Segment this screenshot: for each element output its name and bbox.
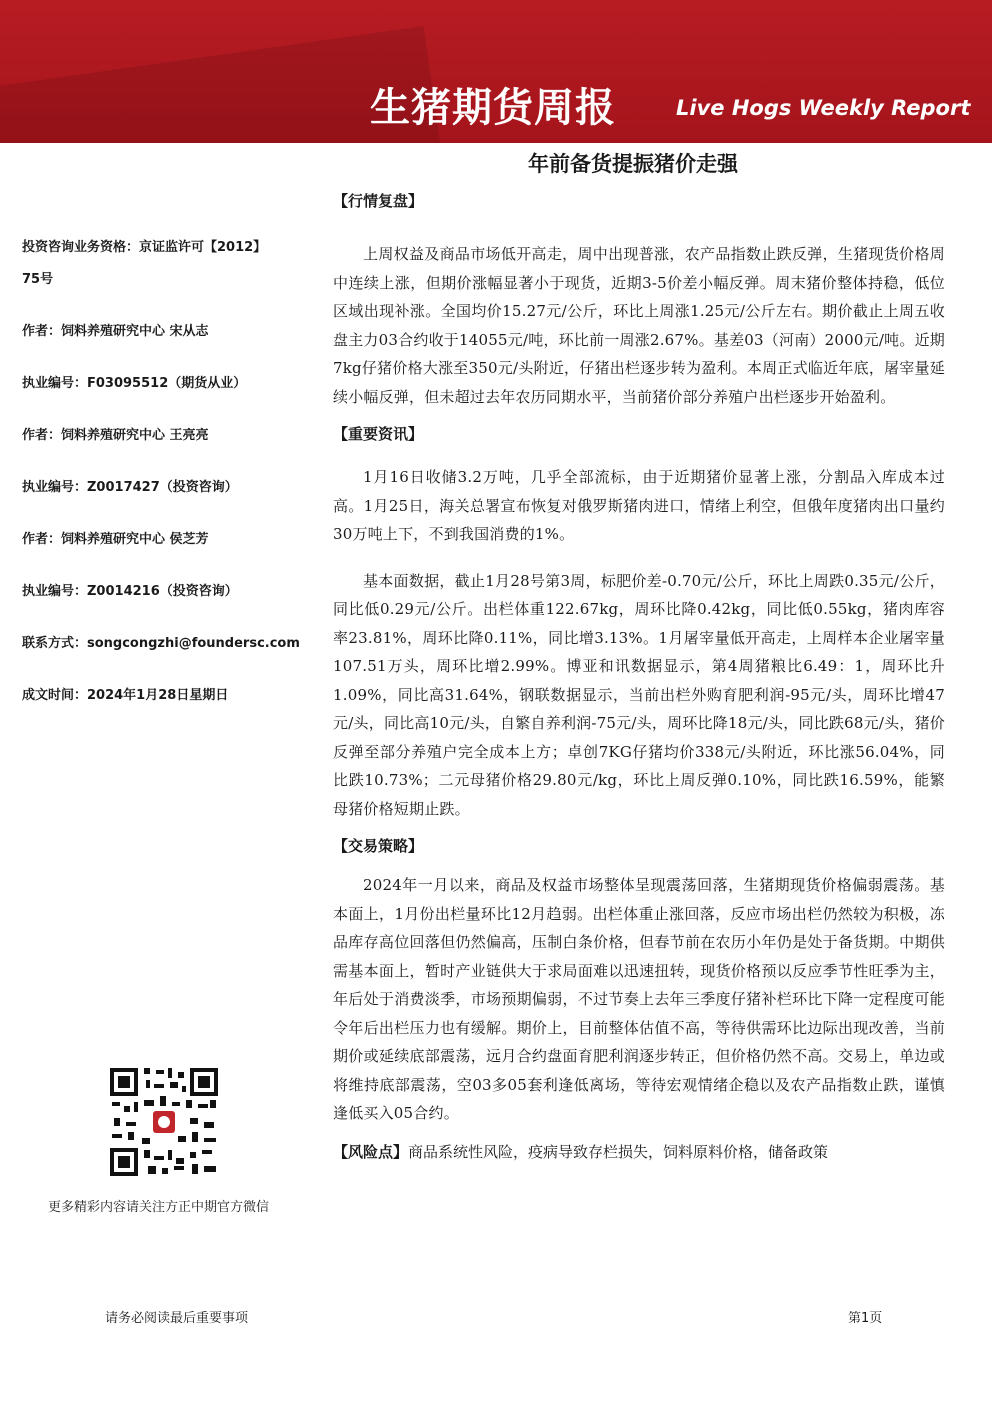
author-sidebar — [22, 238, 312, 738]
author-line: 作者：饲料养殖研究中心 王亮亮 — [22, 428, 209, 443]
license-line: 执业编号：Z0014216（投资咨询） — [22, 584, 238, 599]
strategy-paragraph: 2024年一月以来，商品及权益市场整体呈现震荡回落，生猪期现货价格偏弱震荡。基本面上，1月份出栏量环比12月趋弱。出栏体重止涨回落，反应市场出栏仍然较为积极，冻品库存高位回落但仍然偏高，压制白条价格，但春节前在农历小年仍是处于备货期。中期供需基本面上，暂时产业链供大于求局面难以迅速扭转，现货价格预以反应季节性旺季为主，年后处于消费淡季，市场预期偏弱，不过节奏上去年三季度仔猪补栏环比下降一定程度可能令年后出栏压力也有缓解。期价上，目前整体估值不高，等待供需环比边际出现改善，当前期价或延续底部震荡，远月合约盘面育肥利润逐步转正，但价格仍然不高。交易上，单边或将维持底部震荡，空03多05套利逢低离场，等待宏观情绪企稳以及农产品指数止跌，谨慎逢低买入05合约。 — [333, 876, 945, 1122]
author-line: 作者：饲料养殖研究中心 侯芝芳 — [22, 532, 209, 547]
news-paragraph: 基本面数据，截止1月28号第3周，标肥价差-0.70元/公斤，环比上周跌0.35元/公斤，同比低0.29元/公斤。出栏体重122.67kg，周环比降0.42kg，同比低0.55kg，猪肉库容率23.81%，周环比降0.11%，同比增3.13%。1月屠宰量低开高走，上周样本企业屠宰量107.51万头，周环比增2.99%。博亚和讯数据显示，第4周猪粮比6.49：1，周环比升1.09%，同比高31.64%，钢联数据显示，当前出栏外购育肥利润-95元/头，周环比增47元/头，同比高10元/头，自繁自养利润-75元/头，周环比降18元/头，同比跌68元/头，猪价反弹至部分养殖户完全成本上方；卓创7KG仔猪均价338元/头附近，环比涨56.04%，同比跌10.73%；二元母猪价格29.80元/kg，环比上周反弹0.10%，同比跌16.59%，能繁母猪价格短期止跌。 — [333, 571, 945, 818]
footer-notice: 请务必阅读最后重要事项 — [105, 1311, 249, 1326]
qualification-line-cont: 75号 — [22, 272, 54, 287]
page-number: 第1页 — [848, 1311, 883, 1326]
header-banner — [0, 0, 992, 143]
qr-code-graphic — [108, 1066, 220, 1178]
report-body — [333, 188, 945, 1166]
section-heading-risk: 【风险点】 — [333, 1142, 409, 1161]
license-line: 执业编号：F03095512（期货从业） — [22, 376, 247, 391]
market-review-paragraph: 上周权益及商品市场低开高走，周中出现普涨，农产品指数止跌反弹，生猪现货价格周中连续上涨，但期价涨幅显著小于现货，近期3-5价差小幅反弹。周末猪价整体持稳，低位区域出现补涨。全国均价15.27元/公斤，环比上周涨1.25元/公斤左右。期价截止上周五收盘主力03合约收于14055元/吨，环比前一周涨2.67%。基差03（河南）2000元/吨。近期7kg仔猪价格大涨至350元/头附近，仔猪出栏逐步转为盈利。本周正式临近年底，屠宰量延续小幅反弹，但未超过去年农历同期水平，当前猪价部分养殖户出栏逐步开始盈利。 — [333, 245, 945, 406]
qr-code — [108, 1066, 220, 1178]
banner-title-cn: 生猪期货周报 — [370, 84, 616, 131]
report-title: 年前备货提振猪价走强 — [528, 152, 738, 176]
section-heading-strategy: 【交易策略】 — [333, 837, 424, 855]
qualification-line: 投资咨询业务资格：京证监许可【2012】 — [22, 240, 267, 255]
risk-text: 商品系统性风险，疫病导致存栏损失，饲料原料价格，储备政策 — [408, 1142, 829, 1161]
section-heading-market-review: 【行情复盘】 — [333, 192, 424, 210]
qr-caption: 更多精彩内容请关注方正中期官方微信 — [48, 1200, 270, 1215]
date-line: 成文时间：2024年1月28日星期日 — [22, 688, 229, 703]
contact-line: 联系方式：songcongzhi@foundersc.com — [22, 636, 300, 651]
risk-line — [333, 1138, 945, 1166]
news-paragraph: 1月16日收储3.2万吨，几乎全部流标，由于近期猪价显著上涨，分割品入库成本过高。1月25日，海关总署宣布恢复对俄罗斯猪肉进口，情绪上利空，但俄年度猪肉出口量约30万吨上下，不到我国消费的1%。 — [333, 468, 945, 543]
section-heading-news: 【重要资讯】 — [333, 425, 424, 443]
banner-title-en: Live Hogs Weekly Report — [676, 96, 971, 120]
author-line: 作者：饲料养殖研究中心 宋从志 — [22, 324, 209, 339]
license-line: 执业编号：Z0017427（投资咨询） — [22, 480, 238, 495]
